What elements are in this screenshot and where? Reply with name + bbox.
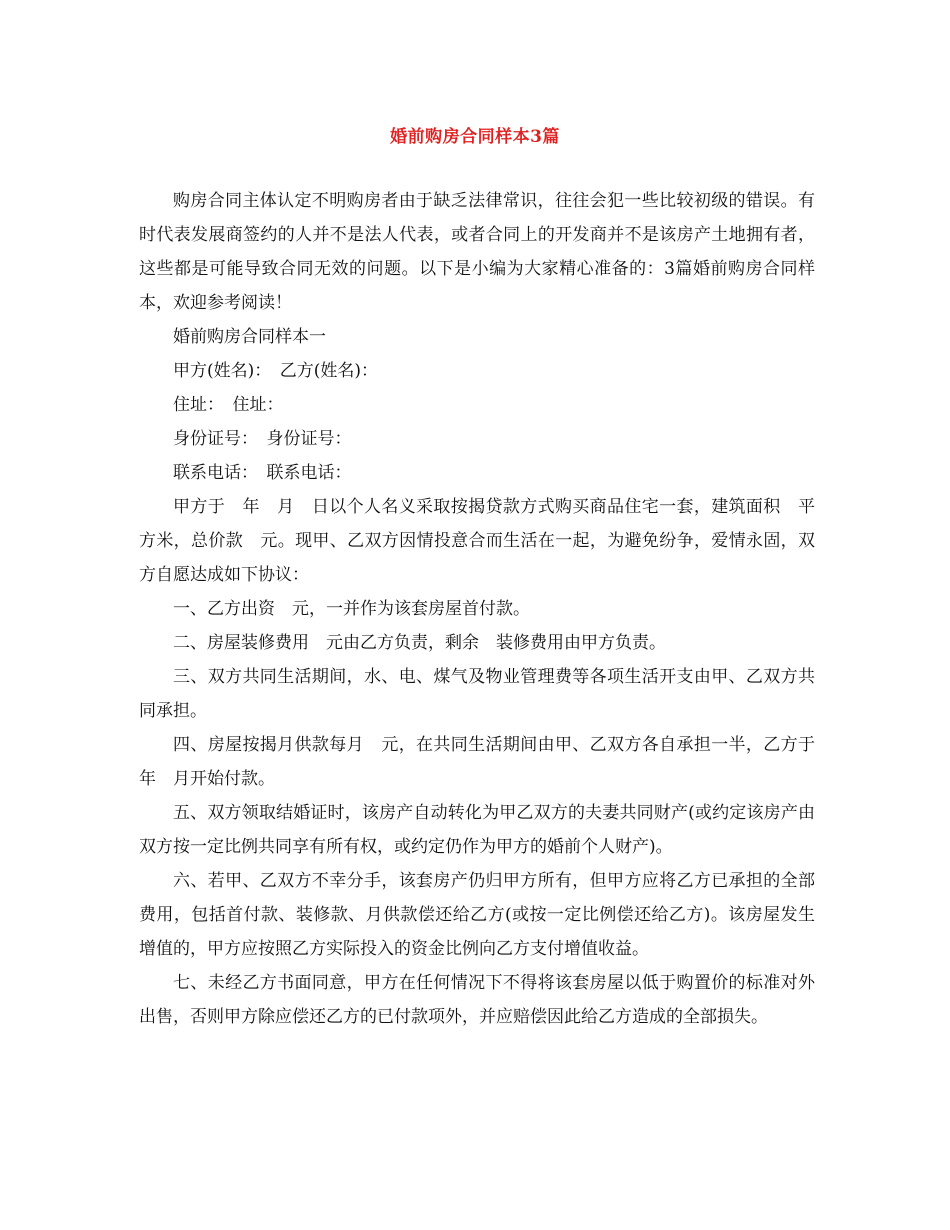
party-id-line: 身份证号： 身份证号：	[173, 429, 352, 449]
clause-6: 六、若甲、乙双方不幸分手，该套房产仍归甲方所有，但甲方应将乙方已承担的全部费用，包括首付款、装修款、月供款偿还给乙方(或按一定比例偿还给乙方)。该房屋发生增值的，甲方应按照乙方实际投入的资金比例向乙方支付增值收益。	[139, 871, 815, 959]
party-address-line: 住址： 住址：	[173, 395, 284, 415]
sample-heading: 婚前购房合同样本一	[173, 327, 326, 347]
clause-7: 七、未经乙方书面同意，甲方在任何情况下不得将该套房屋以低于购置价的标准对外出售，否则甲方除应偿还乙方的已付款项外，并应赔偿因此给乙方造成的全部损失。	[139, 973, 815, 1027]
document-body	[139, 184, 832, 1034]
party-names-line: 甲方(姓名)： 乙方(姓名)：	[173, 361, 379, 381]
clause-3: 三、双方共同生活期间，水、电、煤气及物业管理费等各项生活开支由甲、乙双方共同承担。	[139, 667, 815, 721]
document-title: 婚前购房合同样本3篇	[390, 127, 560, 147]
purchase-paragraph: 甲方于 年 月 日以个人名义采取按揭贷款方式购买商品住宅一套，建筑面积 平方米，总价款 元。现甲、乙双方因情投意合而生活在一起，为避免纷争，爱情永固，双方自愿达成如下协议：	[139, 497, 815, 585]
intro-paragraph: 购房合同主体认定不明购房者由于缺乏法律常识，往往会犯一些比较初级的错误。有时代表发展商签约的人并不是法人代表，或者合同上的开发商并不是该房产土地拥有者，这些都是可能导致合同无效的问题。以下是小编为大家精心准备的：3篇婚前购房合同样本，欢迎参考阅读！	[139, 191, 815, 313]
clause-1: 一、乙方出资 元，一并作为该套房屋首付款。	[173, 599, 530, 619]
party-phone-line: 联系电话： 联系电话：	[173, 463, 352, 483]
clause-4: 四、房屋按揭月供款每月 元，在共同生活期间由甲、乙双方各自承担一半，乙方于 年 月开始付款。	[139, 735, 832, 789]
clause-5: 五、双方领取结婚证时，该房产自动转化为甲乙双方的夫妻共同财产(或约定该房产由双方按一定比例共同享有所有权，或约定仍作为甲方的婚前个人财产)。	[139, 803, 815, 857]
clause-2: 二、房屋装修费用 元由乙方负责，剩余 装修费用由甲方负责。	[173, 633, 666, 653]
